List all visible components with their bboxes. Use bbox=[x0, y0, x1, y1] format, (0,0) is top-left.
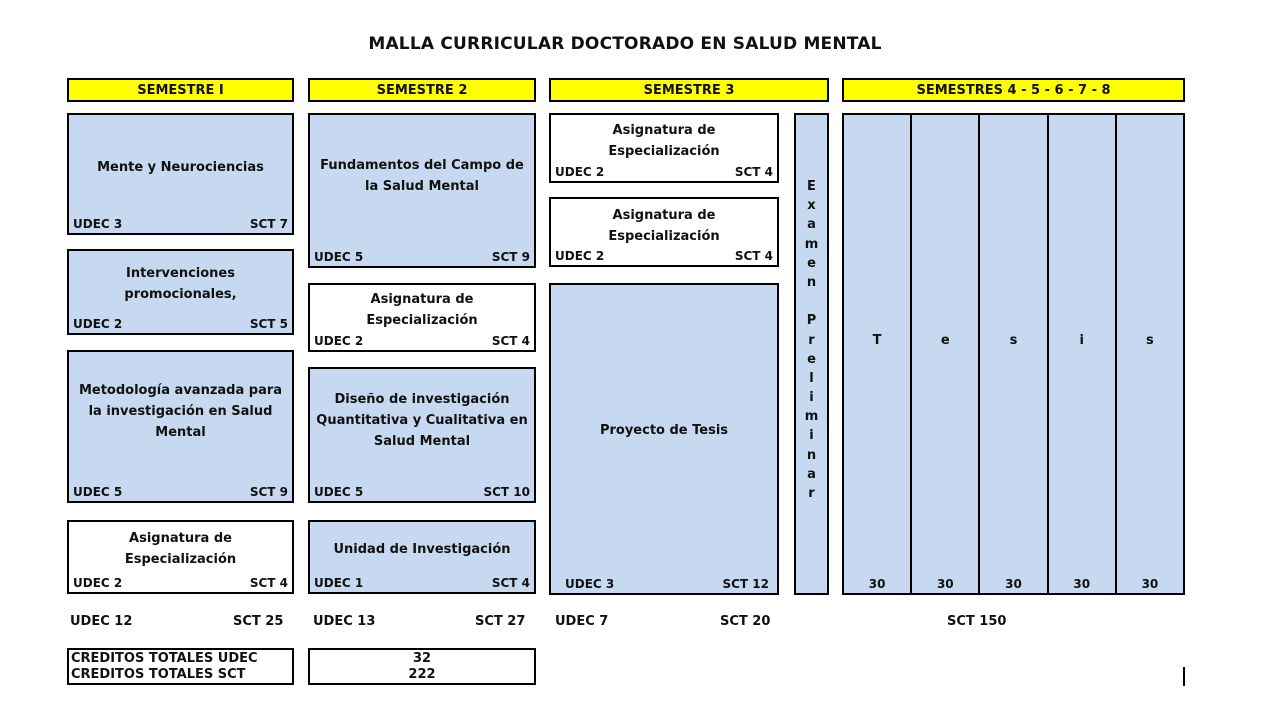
course-name: Asignatura de Especialización bbox=[366, 292, 478, 328]
course-name: Intervenciones promocionales, bbox=[124, 266, 237, 302]
course-name: Asignatura de Especialización bbox=[124, 531, 237, 567]
course-proyecto-tesis bbox=[549, 283, 779, 595]
course-name: Proyecto de Tesis bbox=[599, 423, 729, 438]
semester-2-header: SEMESTRE 2 bbox=[308, 78, 536, 102]
semesters-4-8-header: SEMESTRES 4 - 5 - 6 - 7 - 8 bbox=[842, 78, 1185, 102]
totals-labels bbox=[67, 648, 294, 685]
exam-letter: n bbox=[806, 447, 817, 463]
tesis-block bbox=[842, 113, 1185, 595]
course-name: Metodología avanzada para la investigación en Salud Mental bbox=[78, 383, 283, 440]
tesis-semester-5 bbox=[912, 115, 980, 593]
udec-credits: UDEC 2 bbox=[555, 165, 605, 179]
udec-credits: UDEC 2 bbox=[73, 576, 123, 590]
semester-2-udec-sum: UDEC 13 bbox=[313, 614, 376, 629]
course-name: Asignatura de Especialización bbox=[608, 208, 720, 244]
tesis-semester-8 bbox=[1117, 115, 1183, 593]
course-asignatura-especializacion-s3b bbox=[549, 197, 779, 267]
exam-letter: e bbox=[807, 351, 816, 367]
sct-credits: SCT 4 bbox=[491, 576, 530, 590]
exam-letter: E bbox=[807, 179, 816, 194]
course-name: Asignatura de Especialización bbox=[608, 123, 720, 159]
exam-letter: m bbox=[804, 236, 819, 252]
total-udec-label: CREDITOS TOTALES UDEC bbox=[71, 651, 258, 666]
tesis-credits: 30 bbox=[936, 577, 954, 591]
examen-preliminar-column bbox=[794, 113, 829, 595]
exam-letter: l bbox=[809, 370, 814, 386]
semester-2-sct-sum: SCT 27 bbox=[475, 614, 526, 629]
udec-credits: UDEC 3 bbox=[565, 577, 615, 591]
semester-3-udec-sum: UDEC 7 bbox=[555, 614, 609, 629]
sct-credits: SCT 4 bbox=[734, 249, 773, 263]
page-title: MALLA CURRICULAR DOCTORADO EN SALUD MENTAL bbox=[368, 34, 882, 54]
udec-credits: UDEC 2 bbox=[314, 334, 364, 348]
udec-credits: UDEC 2 bbox=[555, 249, 605, 263]
total-sct-label: CREDITOS TOTALES SCT bbox=[71, 667, 246, 682]
udec-credits: UDEC 3 bbox=[73, 217, 123, 231]
exam-letter: x bbox=[807, 198, 816, 214]
exam-letter: i bbox=[809, 390, 814, 406]
course-name: Unidad de Investigación bbox=[333, 542, 511, 557]
course-asignatura-especializacion-s3a bbox=[549, 113, 779, 183]
sct-credits: SCT 4 bbox=[249, 576, 288, 590]
sct-credits: SCT 4 bbox=[491, 334, 530, 348]
course-diseno-investigacion bbox=[308, 367, 536, 503]
exam-letter: a bbox=[807, 217, 816, 233]
course-mente-neurociencias bbox=[67, 113, 294, 235]
sct-credits: SCT 12 bbox=[722, 577, 769, 591]
semester-1-header: SEMESTRE I bbox=[67, 78, 294, 102]
exam-letter: r bbox=[808, 486, 815, 501]
course-name: Fundamentos del Campo de la Salud Mental bbox=[320, 158, 524, 194]
tesis-credits: 30 bbox=[1073, 577, 1091, 591]
sct-credits: SCT 10 bbox=[483, 485, 530, 499]
course-asignatura-especializacion-s2 bbox=[308, 283, 536, 352]
tesis-letter: T bbox=[872, 333, 882, 348]
sct-credits: SCT 4 bbox=[734, 165, 773, 179]
exam-letter: a bbox=[807, 466, 816, 482]
sct-credits: SCT 5 bbox=[249, 317, 288, 331]
semester-1-udec-sum: UDEC 12 bbox=[70, 614, 133, 629]
tesis-semester-4 bbox=[844, 115, 912, 593]
udec-credits: UDEC 5 bbox=[314, 250, 364, 264]
exam-letter: r bbox=[808, 332, 815, 348]
exam-letter: n bbox=[806, 274, 817, 290]
tesis-semester-6 bbox=[980, 115, 1048, 593]
udec-credits: UDEC 2 bbox=[73, 317, 123, 331]
course-name: Mente y Neurociencias bbox=[97, 160, 264, 175]
exam-letter: P bbox=[806, 313, 817, 329]
tesis-letter: i bbox=[1079, 333, 1084, 348]
sct-credits: SCT 9 bbox=[249, 485, 288, 499]
exam-letter: m bbox=[804, 409, 819, 425]
semesters-4-8-sct-sum: SCT 150 bbox=[947, 614, 1007, 629]
tesis-semester-7 bbox=[1049, 115, 1117, 593]
tesis-credits: 30 bbox=[868, 577, 886, 591]
udec-credits: UDEC 1 bbox=[314, 576, 364, 590]
text-cursor bbox=[1183, 667, 1185, 686]
sct-credits: SCT 7 bbox=[249, 217, 288, 231]
tesis-credits: 30 bbox=[1141, 577, 1159, 591]
course-fundamentos-salud-mental bbox=[308, 113, 536, 268]
total-sct-value: 222 bbox=[408, 667, 436, 682]
course-asignatura-especializacion-s1 bbox=[67, 520, 294, 594]
semester-3-header: SEMESTRE 3 bbox=[549, 78, 829, 102]
total-udec-value: 32 bbox=[412, 651, 432, 666]
exam-letter: e bbox=[807, 255, 816, 271]
totals-values bbox=[308, 648, 536, 685]
course-metodologia-avanzada bbox=[67, 350, 294, 503]
tesis-credits: 30 bbox=[1005, 577, 1022, 591]
udec-credits: UDEC 5 bbox=[73, 485, 123, 499]
semester-3-sct-sum: SCT 20 bbox=[720, 614, 771, 629]
exam-letter: i bbox=[809, 428, 814, 444]
course-name: Diseño de investigación Quantitativa y Cualitativa en Salud Mental bbox=[316, 392, 528, 449]
tesis-letter: s bbox=[1009, 333, 1018, 348]
course-intervenciones-promocionales bbox=[67, 249, 294, 335]
semester-1-sct-sum: SCT 25 bbox=[233, 614, 284, 629]
udec-credits: UDEC 5 bbox=[314, 485, 364, 499]
tesis-letter: s bbox=[1146, 333, 1154, 348]
tesis-letter: e bbox=[940, 333, 950, 348]
course-unidad-investigacion bbox=[308, 520, 536, 594]
sct-credits: SCT 9 bbox=[491, 250, 530, 264]
